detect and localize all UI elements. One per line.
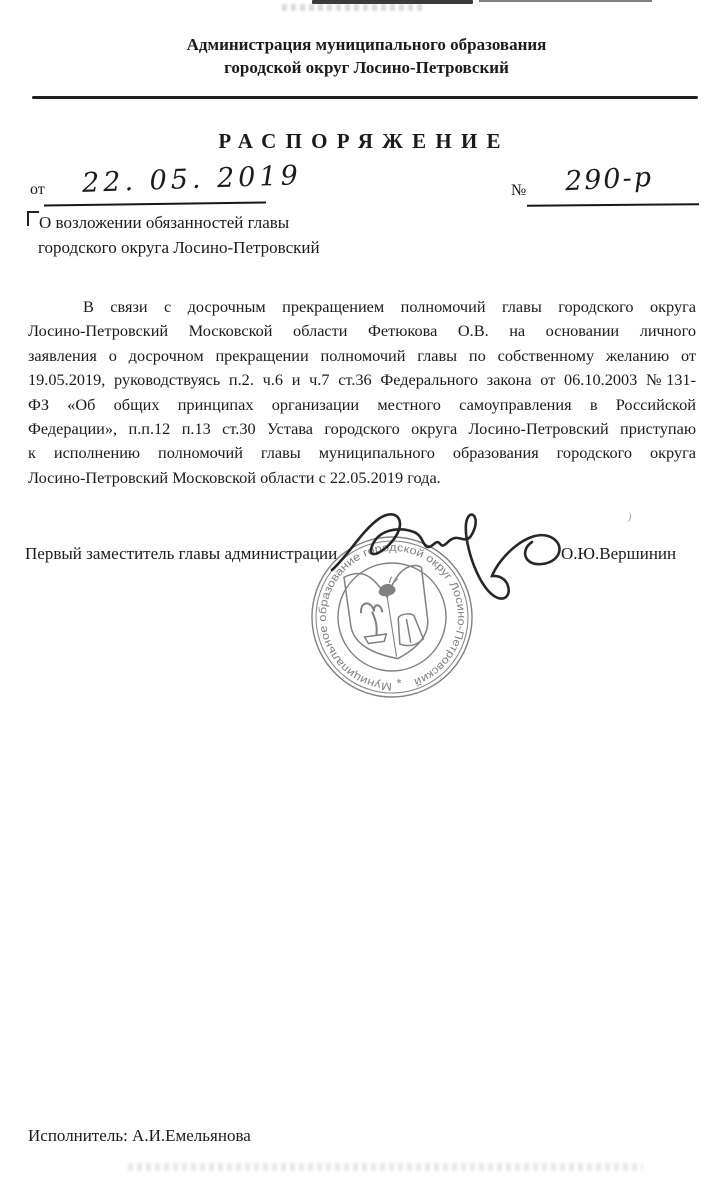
scan-artifact-mark — [623, 511, 632, 522]
body-line: В связи с досрочным прекращением полномочий главы городского округа — [83, 297, 696, 316]
scan-artifact-bar — [479, 0, 652, 2]
executor-line: Исполнитель: А.И.Емельянова — [28, 1126, 251, 1145]
subject-line2: городского округа Лосино-Петровский — [38, 238, 320, 257]
number-label: № — [511, 182, 527, 199]
date-underline — [44, 201, 266, 206]
subject-line1: О возложении обязанностей главы — [39, 213, 290, 232]
body-line: Федерации», п.п.12 п.13 ст.30 Устава городского округа Лосино-Петровский приступаю — [28, 418, 696, 438]
handwritten-number: 290-р — [564, 161, 654, 198]
fountain-basin — [365, 634, 388, 644]
body-paragraph — [28, 297, 696, 492]
org-header — [14, 33, 719, 79]
org-name-line1: Администрация муниципального образования — [186, 35, 547, 54]
body-line: заявления о досрочном прекращении полномочий главы по собственному желанию от — [28, 345, 696, 365]
date-label: от — [30, 181, 45, 198]
body-line: ФЗ «Об общих принципах организации местного самоуправления в Российской — [28, 394, 696, 414]
header-divider — [32, 96, 698, 99]
signature-stroke — [332, 514, 559, 598]
subject-corner-mark — [27, 211, 39, 226]
body-line: Лосино-Петровский Московской области с 22.05.2019 года. — [28, 467, 441, 487]
body-line: 19.05.2019, руководствуясь п.2. ч.6 и ч.7 ст.36 Федерального закона от 06.10.2003 №131- — [28, 370, 696, 390]
seal-rim-text: Муниципальное образование городской округ Лосино-Петровский — [316, 541, 468, 693]
shuttle — [396, 612, 424, 647]
signer-name: О.Ю.Вершинин — [561, 544, 677, 563]
scan-artifact-smudge — [128, 1163, 643, 1171]
scan-artifact-smudge — [282, 4, 424, 11]
signer-title: Первый заместитель главы администрации — [25, 544, 338, 563]
handwritten-signature — [322, 496, 572, 608]
number-underline — [527, 203, 699, 207]
handwritten-date: 22. 05. 2019 — [81, 160, 303, 199]
body-line: Лосино-Петровский Московской области Фетюкова О.В. на основании личного — [28, 321, 696, 341]
body-line: к исполнению полномочий главы муниципального образования городского округа — [28, 443, 696, 463]
seal-star: * — [395, 675, 403, 691]
document-title: РАСПОРЯЖЕНИЕ — [218, 129, 510, 153]
org-name-line2: городской округ Лосино-Петровский — [224, 58, 509, 77]
